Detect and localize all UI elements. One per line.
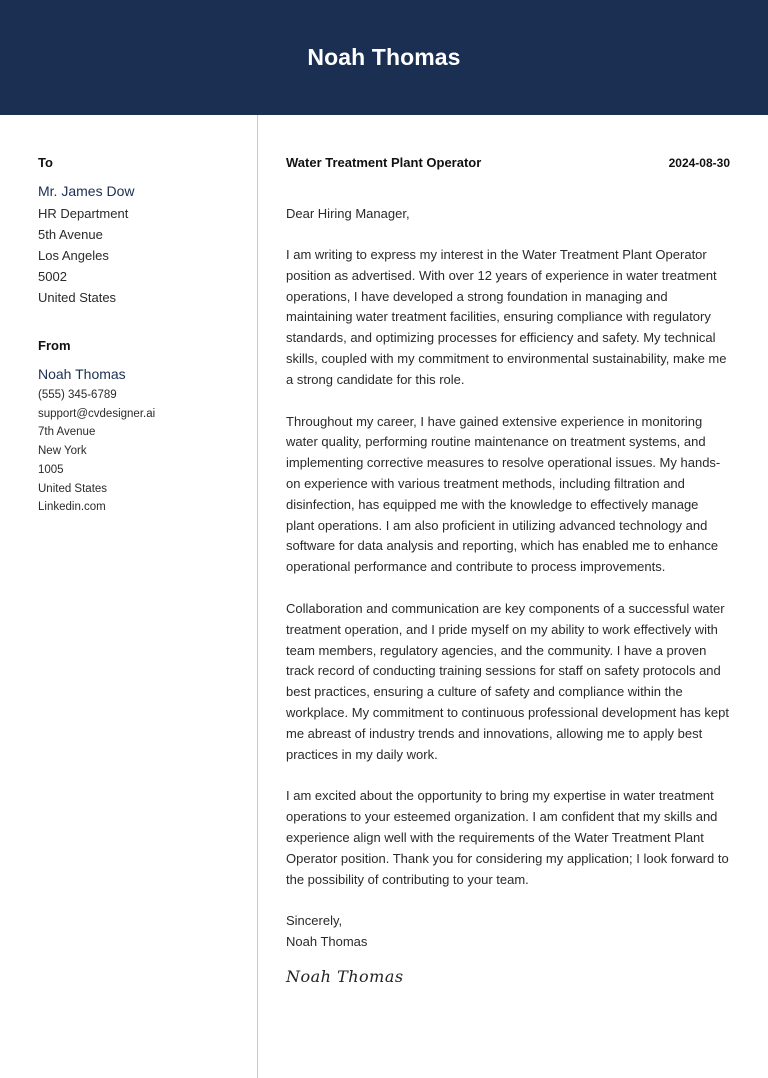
sender-details xyxy=(38,386,248,517)
header-banner xyxy=(0,0,768,115)
job-title: Water Treatment Plant Operator xyxy=(286,155,482,170)
from-label: From xyxy=(38,338,71,353)
sender-email: support@cvdesigner.ai xyxy=(38,407,156,420)
sender-line: United States xyxy=(38,482,108,495)
closing-block xyxy=(286,911,730,953)
to-label: To xyxy=(38,155,53,170)
column-divider xyxy=(257,115,258,1078)
closing-name: Noah Thomas xyxy=(286,934,368,950)
sender-phone: (555) 345-6789 xyxy=(38,389,117,401)
closing-phrase: Sincerely, xyxy=(286,913,343,929)
letter-paragraph: Throughout my career, I have gained extensive experience in monitoring water quality, performing routine maintenance on treatment systems, and implementing corrective measures to resolve operational issues. My hands-on experience with various treatment methods, including filtration and disinfection, has equipped me with the knowledge to effectively manage plant operations. I am also proficient in utilizing advanced technology and software for data analysis and reporting, which has enabled me to enhance operational performance and contribute to process improvements. xyxy=(286,413,721,575)
recipient-line: 5002 xyxy=(38,269,67,284)
letter-body xyxy=(286,155,730,986)
sender-line: 1005 xyxy=(38,463,64,476)
sender-line: 7th Avenue xyxy=(38,426,96,439)
handwritten-signature: Noah Thomas xyxy=(286,966,404,986)
sender-linkedin: Linkedin.com xyxy=(38,501,106,514)
recipient-line: Los Angeles xyxy=(38,248,109,263)
letter-paragraph: Collaboration and communication are key components of a successful water treatment operation, and I pride myself on my ability to work effectively with team members, regulatory agencies, and the community. I have a proven track record of conducting training sessions for staff on safety protocols and best practices, ensuring a culture of safety and compliance within the workplace. My commitment to continuous professional development has kept me abreast of industry trends and innovations, allowing me to apply best practices in my daily work. xyxy=(286,600,729,762)
salutation: Dear Hiring Manager, xyxy=(286,206,410,221)
recipient-line: 5th Avenue xyxy=(38,227,103,242)
sender-line: New York xyxy=(38,445,87,458)
letter-date: 2024-08-30 xyxy=(668,156,730,170)
letter-title-row xyxy=(286,155,730,170)
sender-name: Noah Thomas xyxy=(38,366,126,382)
recipient-line: United States xyxy=(38,290,117,305)
letter-paragraph: I am excited about the opportunity to bring my expertise in water treatment operations to your esteemed organization. I am confident that my skills and experience align well with the requirements of the Water Treatment Plant Operator position. Thank you for considering my application; I look forward to the possibility of contributing to your team. xyxy=(286,788,729,887)
sender-block xyxy=(38,338,248,517)
recipient-address xyxy=(38,203,248,308)
recipient-line: HR Department xyxy=(38,206,129,221)
sidebar xyxy=(38,155,248,517)
recipient-block xyxy=(38,155,248,308)
letter-paragraph: I am writing to express my interest in the Water Treatment Plant Operator position as advertised. With over 12 years of experience in water treatment operations, I have developed a strong foundation in managing and maintaining water treatment facilities, ensuring compliance with regulatory standards, and optimizing processes for efficiency and safety. My technical skills, coupled with my commitment to environmental sustainability, make me a strong candidate for this role. xyxy=(286,247,727,387)
recipient-name: Mr. James Dow xyxy=(38,183,135,199)
applicant-name: Noah Thomas xyxy=(307,44,461,70)
